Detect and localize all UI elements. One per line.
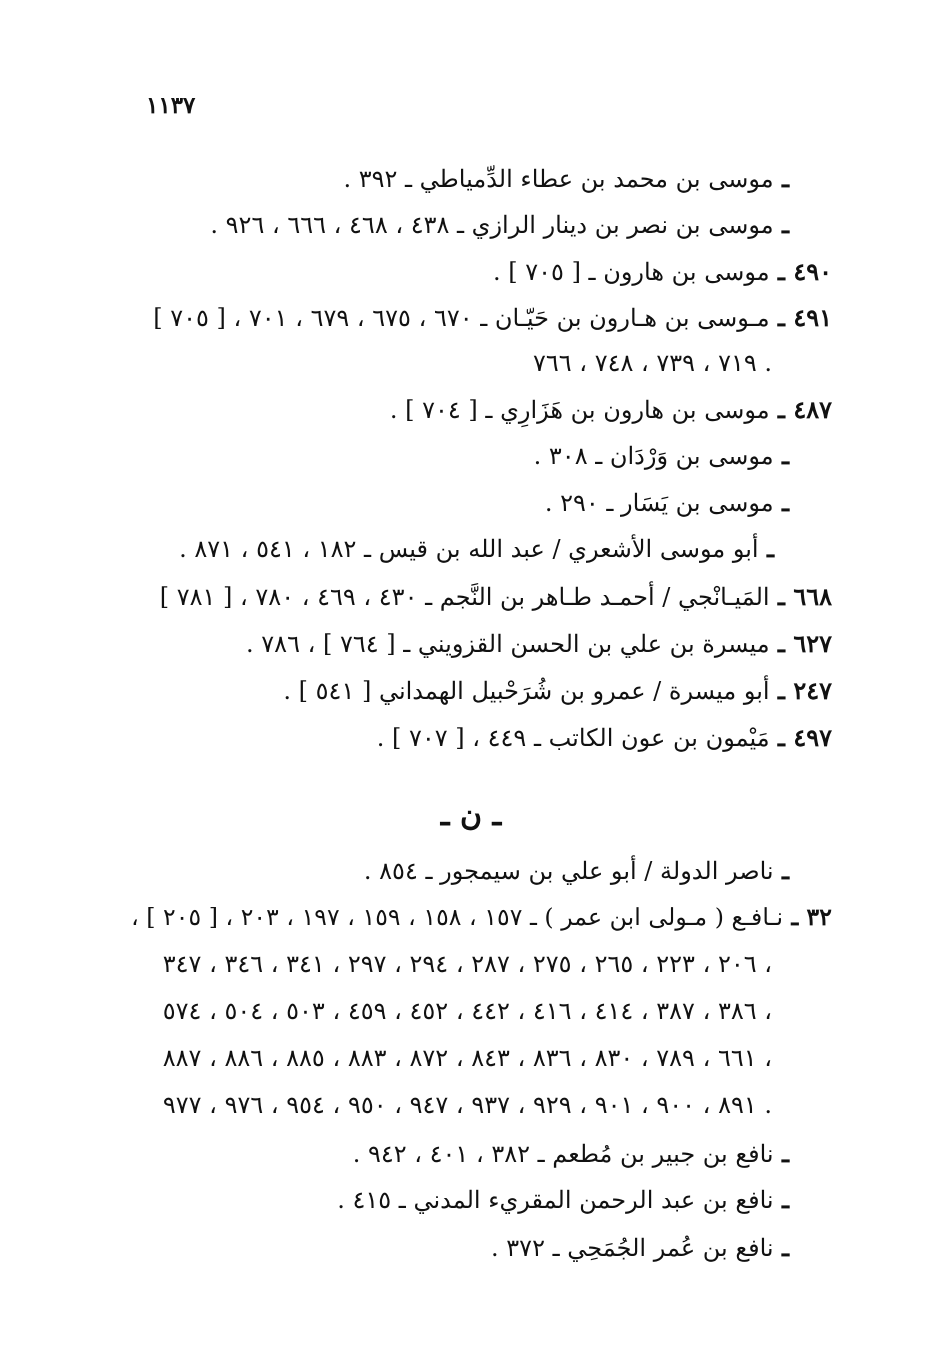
index-entry: ـ موسى بن وَرْدَان ـ ٣٠٨ . bbox=[533, 441, 789, 470]
index-entry: ٤٩١ ـ مـوسى بن هـارون بن حَيّـان ـ ٦٧٠ ، ٦٧٥ ، ٦٧٩ ، ٧٠١ ، [ ٧٠٥ ] bbox=[153, 303, 832, 332]
index-entry: ٤٩٠ ـ موسى بن هارون ـ [ ٧٠٥ ] . bbox=[493, 257, 832, 286]
entry-number: ٦٦٨ bbox=[793, 582, 832, 611]
index-entry: ـ نافع بن جبير بن مُطعم ـ ٣٨٢ ، ٤٠١ ، ٩٤٢ . bbox=[352, 1139, 789, 1168]
entry-number: ٦٢٧ bbox=[793, 629, 832, 658]
index-entry: ـ موسى بن محمد بن عطاء الدِّمياطي ـ ٣٩٢ . bbox=[343, 164, 789, 193]
entry-number: ٣٢ bbox=[806, 903, 832, 931]
index-entry: ـ أبو موسى الأشعري / عبد الله بن قيس ـ ١٨٢ ، ٥٤١ ، ٨٧١ . bbox=[179, 534, 774, 563]
index-entry: ٢٤٧ ـ أبو ميسرة / عمرو بن شُرَحْبيل الهمداني [ ٥٤١ ] . bbox=[283, 676, 832, 705]
index-entry: ٤٩٧ ـ مَيْمون بن عون الكاتب ـ ٤٤٩ ، [ ٧٠٧ ] . bbox=[376, 723, 832, 752]
entry-number: ٤٩٠ bbox=[793, 257, 832, 286]
page-number: ١١٣٧ bbox=[146, 92, 196, 119]
index-entry: ٦٦٨ ـ المَيـانْجي / أحمـد طـاهر بن النَّجم ـ ٤٣٠ ، ٤٦٩ ، ٧٨٠ ، [ ٧٨١ ] bbox=[159, 582, 832, 611]
index-entry-continuation: ٢٠٦ ، ٢٢٣ ، ٢٦٥ ، ٢٧٥ ، ٢٨٧ ، ٢٩٤ ، ٢٩٧ ، ٣٤١ ، ٣٤٦ ، ٣٤٧ ، bbox=[162, 950, 772, 978]
index-entry: ٤٨٧ ـ موسى بن هارون بن هَزَارِي ـ [ ٧٠٤ ] . bbox=[389, 395, 832, 424]
index-entry: ـ نافع بن عبد الرحمن المقريء المدني ـ ٤١٥ . bbox=[337, 1185, 789, 1214]
index-entry: ـ موسى بن نصر بن دينار الرازي ـ ٤٣٨ ، ٤٦٨ ، ٦٦٦ ، ٩٢٦ . bbox=[210, 210, 789, 239]
index-entry-continuation: ٣٨٦ ، ٣٨٧ ، ٤١٤ ، ٤١٦ ، ٤٤٢ ، ٤٥٢ ، ٤٥٩ ، ٥٠٣ ، ٥٠٤ ، ٥٧٤ ، bbox=[162, 997, 772, 1025]
entry-number: ٤٩١ bbox=[793, 303, 832, 332]
index-entry: ٣٢ ـ نـافـع ( مـولى ابن عمر ) ـ ١٥٧ ، ١٥٨ ، ١٥٩ ، ١٩٧ ، ٢٠٣ ، [ ٢٠٥ ] ، bbox=[131, 903, 832, 931]
index-entry-continuation: ٦٦١ ، ٧٨٩ ، ٨٣٠ ، ٨٣٦ ، ٨٤٣ ، ٨٧٢ ، ٨٨٣ ، ٨٨٥ ، ٨٨٦ ، ٨٨٧ ، bbox=[162, 1044, 772, 1072]
entry-number: ٤٩٧ bbox=[793, 723, 832, 752]
section-letter-heading: ـ ن ـ bbox=[440, 798, 502, 833]
index-entry: ـ ناصر الدولة / أبو علي بن سيمجور ـ ٨٥٤ . bbox=[363, 856, 789, 885]
index-entry-continuation: ٨٩١ ، ٩٠٠ ، ٩٠١ ، ٩٢٩ ، ٩٣٧ ، ٩٤٧ ، ٩٥٠ ، ٩٥٤ ، ٩٧٦ ، ٩٧٧ . bbox=[162, 1091, 772, 1119]
index-entry: ـ نافع بن عُمر الجُمَحِي ـ ٣٧٢ . bbox=[491, 1233, 789, 1262]
index-entry-continuation: ٧١٩ ، ٧٣٩ ، ٧٤٨ ، ٧٦٦ . bbox=[533, 349, 772, 377]
entry-number: ٢٤٧ bbox=[793, 676, 832, 705]
index-entry: ٦٢٧ ـ ميسرة بن علي بن الحسن القزويني ـ [ ٧٦٤ ] ، ٧٨٦ . bbox=[246, 629, 832, 658]
entry-number: ٤٨٧ bbox=[793, 395, 832, 424]
index-entry: ـ موسى بن يَسَار ـ ٢٩٠ . bbox=[544, 488, 789, 517]
